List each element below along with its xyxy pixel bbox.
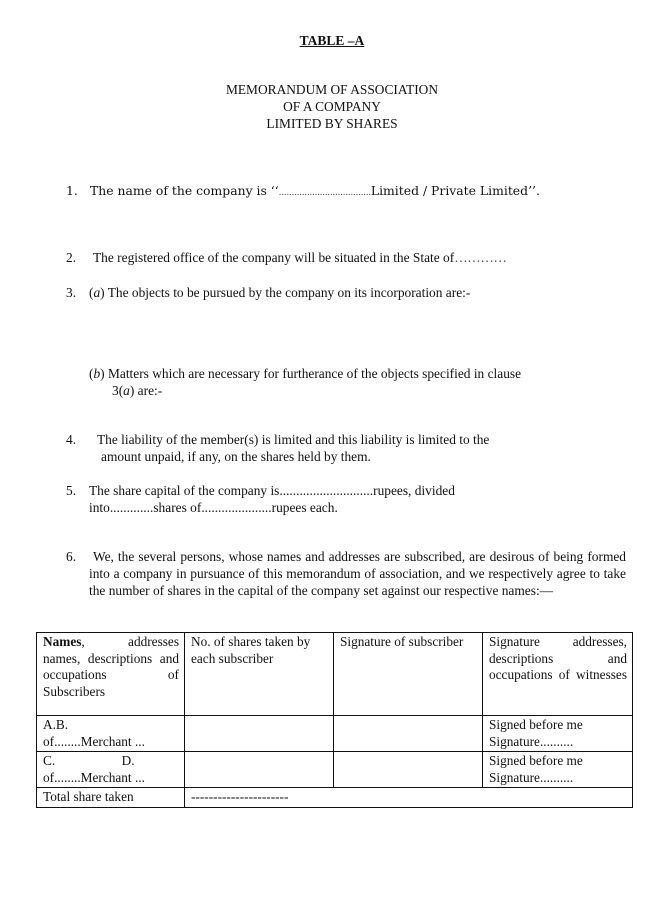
clause-3b-line2-suffix: ) are:- <box>129 383 163 398</box>
witness-cell[interactable] <box>483 716 633 752</box>
document-heading: TABLE –A <box>299 33 365 48</box>
clause-3a-text: The objects to be pursued by the company on its incorporation are:- <box>107 285 471 300</box>
clause-3b-line1: Matters which are necessary for furtherance of the objects specified in clause <box>107 366 522 381</box>
witness-signed: Signed before me <box>489 717 583 732</box>
clause-text <box>89 382 521 399</box>
subscribers-table <box>36 632 633 808</box>
sub-clause-label: a <box>123 383 130 398</box>
clause-text <box>93 249 507 266</box>
table-row <box>37 752 633 788</box>
table-total-row <box>37 788 633 808</box>
clause-text: (b) Matters which are necessary for furtherance of the objects specified in clause <box>89 366 522 381</box>
clause-text: amount unpaid, if any, on the shares held by them. <box>101 449 371 464</box>
header-cell-shares: No. of shares taken by each subscriber <box>185 633 334 716</box>
clause-1-prefix: The name of the company is ‘‘ <box>90 183 279 198</box>
witness-signature: Signature.......... <box>489 733 574 749</box>
clause-1-suffix: Limited / Private Limited’’. <box>370 183 540 198</box>
subscriber-signature-cell[interactable] <box>334 716 483 752</box>
subscriber-name-cell[interactable] <box>37 716 185 752</box>
clause-number: 2. <box>66 250 77 265</box>
company-name-blank: .................................... <box>278 188 371 198</box>
header-cell-names <box>37 633 185 716</box>
clause-text: (a) The objects to be pursued by the company on its incorporation are:- <box>89 285 471 300</box>
memorandum-title-line: LIMITED BY SHARES <box>266 116 398 131</box>
total-label-cell: Total share taken <box>37 788 185 808</box>
total-value-cell[interactable]: ---------------------- <box>185 788 633 808</box>
clause-text: We, the several persons, whose names and addresses are subscribed, are desirous of being formed into a company in pursuance of this memorandum of association, and we respectively agree to take the number of shares in the capital of the company set against our respective names:— <box>89 549 626 598</box>
clause-2-text: The registered office of the company will be situated in the State of <box>93 250 455 265</box>
table-header-row <box>37 633 633 716</box>
header-names-rest: , addresses names, descriptions and occupations of Subscribers <box>43 634 179 699</box>
clause-3b-line2-prefix: 3( <box>112 383 124 398</box>
shares-taken-cell[interactable] <box>185 716 334 752</box>
shares-taken-cell[interactable] <box>185 752 334 788</box>
clause-text: The share capital of the company is............................rupees, divided <box>89 483 455 498</box>
clause-text: into.............shares of.....................rupees each. <box>89 500 338 515</box>
table-row <box>37 716 633 752</box>
subscriber-occupation: of........Merchant ... <box>43 769 145 785</box>
clause-number: 4. <box>66 432 77 447</box>
header-cell-signature: Signature of subscriber <box>334 633 483 716</box>
clause-3b <box>89 365 521 399</box>
subscriber-name: C. D. <box>43 753 135 768</box>
subscriber-name: A.B. <box>43 717 69 732</box>
witness-signature: Signature.......... <box>489 769 574 785</box>
sub-clause-label: a <box>93 285 101 300</box>
header-cell-witnesses: Signature addresses, descriptions and occupations of witnesses <box>483 633 633 716</box>
witness-cell[interactable] <box>483 752 633 788</box>
sub-clause-label: b <box>93 366 101 381</box>
memorandum-title-line: OF A COMPANY <box>283 99 381 114</box>
state-blank: ………… <box>454 250 507 265</box>
memorandum-title-line: MEMORANDUM OF ASSOCIATION <box>225 82 439 97</box>
clause-number: 3. <box>66 285 77 300</box>
witness-signed: Signed before me <box>489 753 583 768</box>
clause-text <box>90 182 540 202</box>
subscriber-name-cell[interactable] <box>37 752 185 788</box>
clause-text: The liability of the member(s) is limited and this liability is limited to the <box>97 432 490 447</box>
clause-number: 6. <box>66 549 77 564</box>
header-names-bold: Names <box>43 634 82 649</box>
memorandum-title <box>0 81 664 132</box>
subscriber-occupation: of........Merchant ... <box>43 733 145 749</box>
clause-number: 1. <box>66 183 78 198</box>
clause-number: 5. <box>66 483 77 498</box>
subscriber-signature-cell[interactable] <box>334 752 483 788</box>
